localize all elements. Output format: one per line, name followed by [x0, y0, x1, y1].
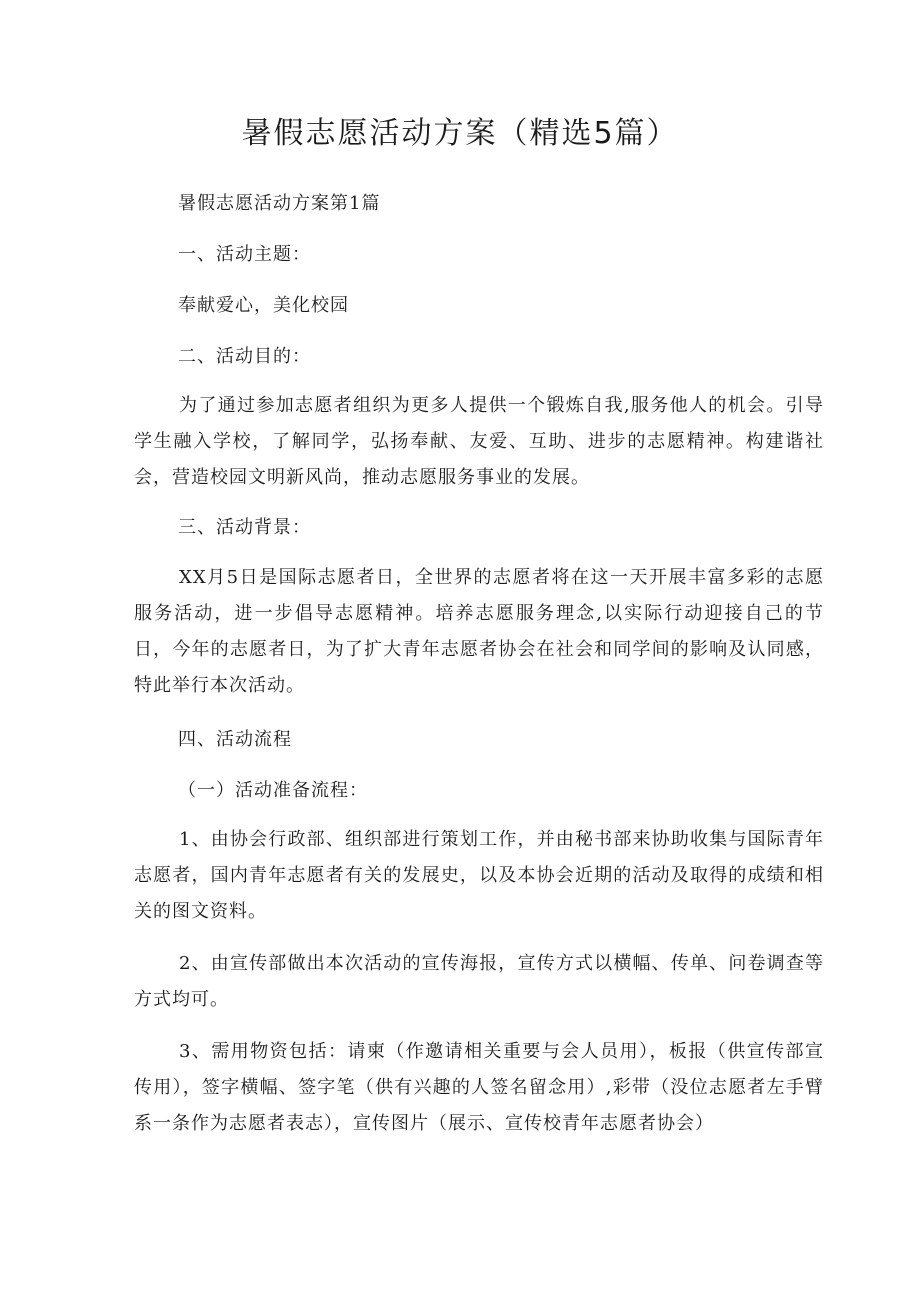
heading-purpose: 二、活动目的： [178, 346, 311, 367]
document-title: 暑假志愿活动方案（精选5篇） [241, 116, 679, 151]
purpose-paragraph: 为了通过参加志愿者组织为更多人提供一个锻炼自我,服务他人的机会。引导学生融入学校，了解同学，弘扬奉献、友爱、互助、进步的志愿精神。构建谐社会，营造校园文明新风尚，推动志愿服务事业的发展。 [134, 395, 824, 488]
step-2-paragraph: 2、由宣传部做出本次活动的宣传海报，宣传方式以横幅、传单、问卷调查等方式均可。 [134, 953, 824, 1010]
heading-background: 三、活动背景： [178, 517, 311, 538]
sub-heading-preparation: （一）活动准备流程： [178, 780, 368, 801]
step-3-paragraph: 3、需用物资包括：请柬（作邀请相关重要与会人员用），板报（供宣传部宣传用），签字横幅、签字笔（供有兴趣的人签名留念用）,彩带（没位志愿者左手臂系一条作为志愿者表志），宣传图片（展示、宣传校青年志愿者协会） [134, 1041, 824, 1134]
theme-text: 奉献爱心，美化校园 [178, 295, 349, 316]
heading-theme: 一、活动主题： [178, 244, 311, 265]
background-paragraph: XX月5日是国际志愿者日，全世界的志愿者将在这一天开展丰富多彩的志愿服务活动，进一步倡导志愿精神。培养志愿服务理念,以实际行动迎接自己的节日，今年的志愿者日，为了扩大青年志愿者协会在社会和同学间的影响及认同感，特此举行本次活动。 [134, 567, 824, 696]
section-heading: 暑假志愿活动方案第1篇 [178, 193, 381, 214]
heading-process: 四、活动流程 [178, 729, 292, 750]
step-1-paragraph: 1、由协会行政部、组织部进行策划工作，并由秘书部来协助收集与国际青年志愿者，国内青年志愿者有关的发展史，以及本协会近期的活动及取得的成绩和相关的图文资料。 [134, 829, 824, 922]
